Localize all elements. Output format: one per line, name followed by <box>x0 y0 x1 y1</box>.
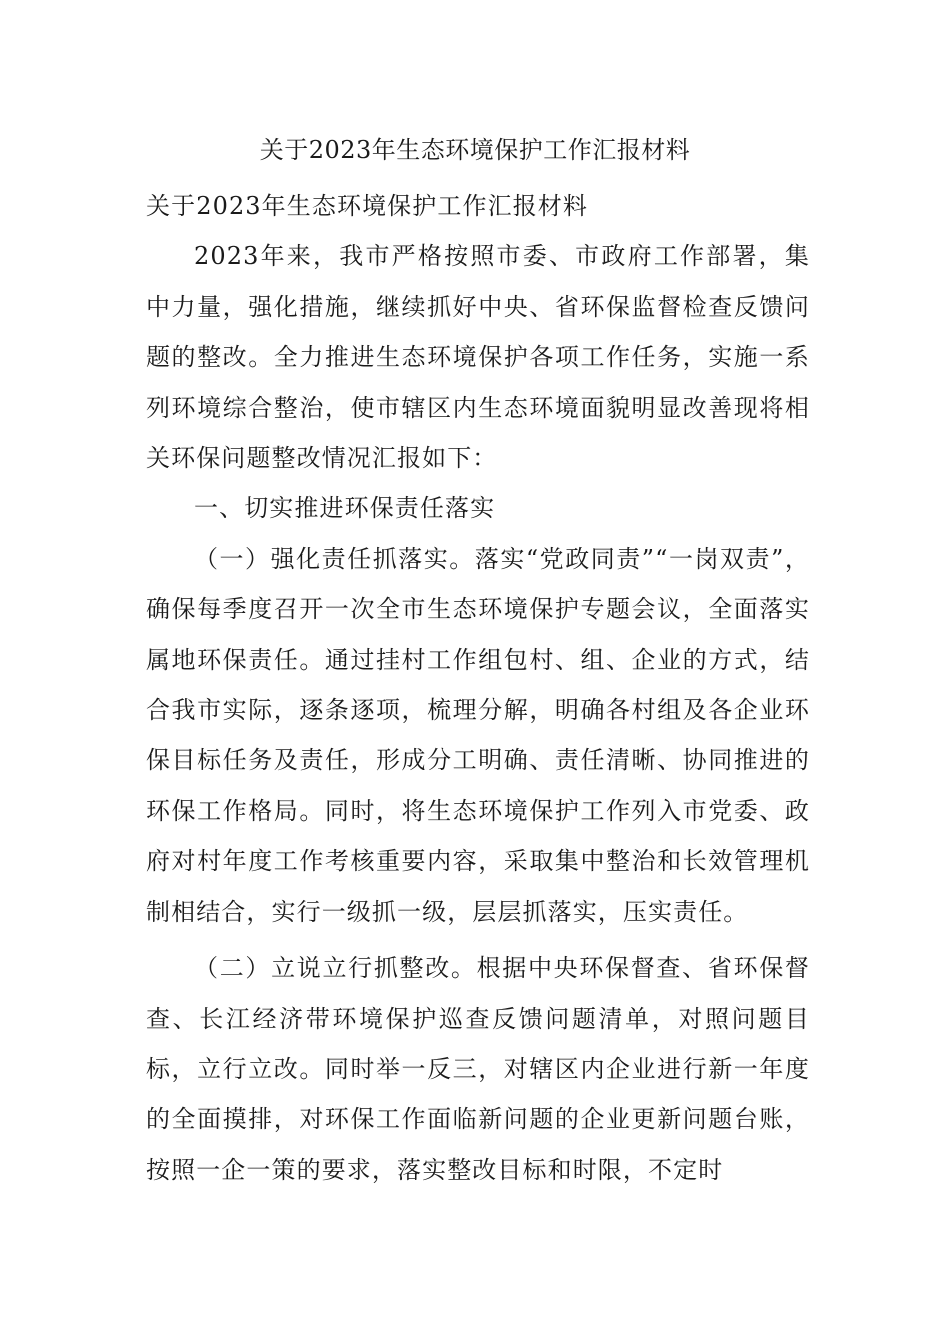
paragraph-intro: 2023年来，我市严格按照市委、市政府工作部署，集中力量，强化措施，继续抓好中央、省环保监督检查反馈问题的整改。全力推进生态环境保护各项工作任务，实施一系列环境综合整治，使市辖区内生态环境面貌明显改善现将相关环保问题整改情况汇报如下： <box>146 242 810 473</box>
section-heading-1: 一、切实推进环保责任落实 <box>194 494 496 523</box>
document-body <box>146 181 810 1195</box>
document-subtitle: 关于2023年生态环境保护工作汇报材料 <box>146 192 588 220</box>
document-title: 关于2023年生态环境保护工作汇报材料 <box>259 136 691 164</box>
paragraph-rectification: （二）立说立行抓整改。根据中央环保督查、省环保督查、长江经济带环境保护巡查反馈问题清单，对照问题目标，立行立改。同时举一反三，对辖区内企业进行新一年度的全面摸排，对环保工作面临新问题的企业更新问题台账，按照一企一策的要求，落实整改目标和时限，不定时 <box>146 954 810 1184</box>
paragraph-responsibility: （一）强化责任抓落实。落实“党政同责”“一岗双责”，确保每季度召开一次全市生态环境保护专题会议，全面落实属地环保责任。通过挂村工作组包村、组、企业的方式，结合我市实际，逐条逐项，梳理分解，明确各村组及各企业环保目标任务及责任，形成分工明确、责任清晰、协同推进的环保工作格局。同时，将生态环境保护工作列入市党委、政府对村年度工作考核重要内容，采取集中整治和长效管理机制相结合，实行一级抓一级，层层抓落实，压实责任。 <box>146 544 810 926</box>
